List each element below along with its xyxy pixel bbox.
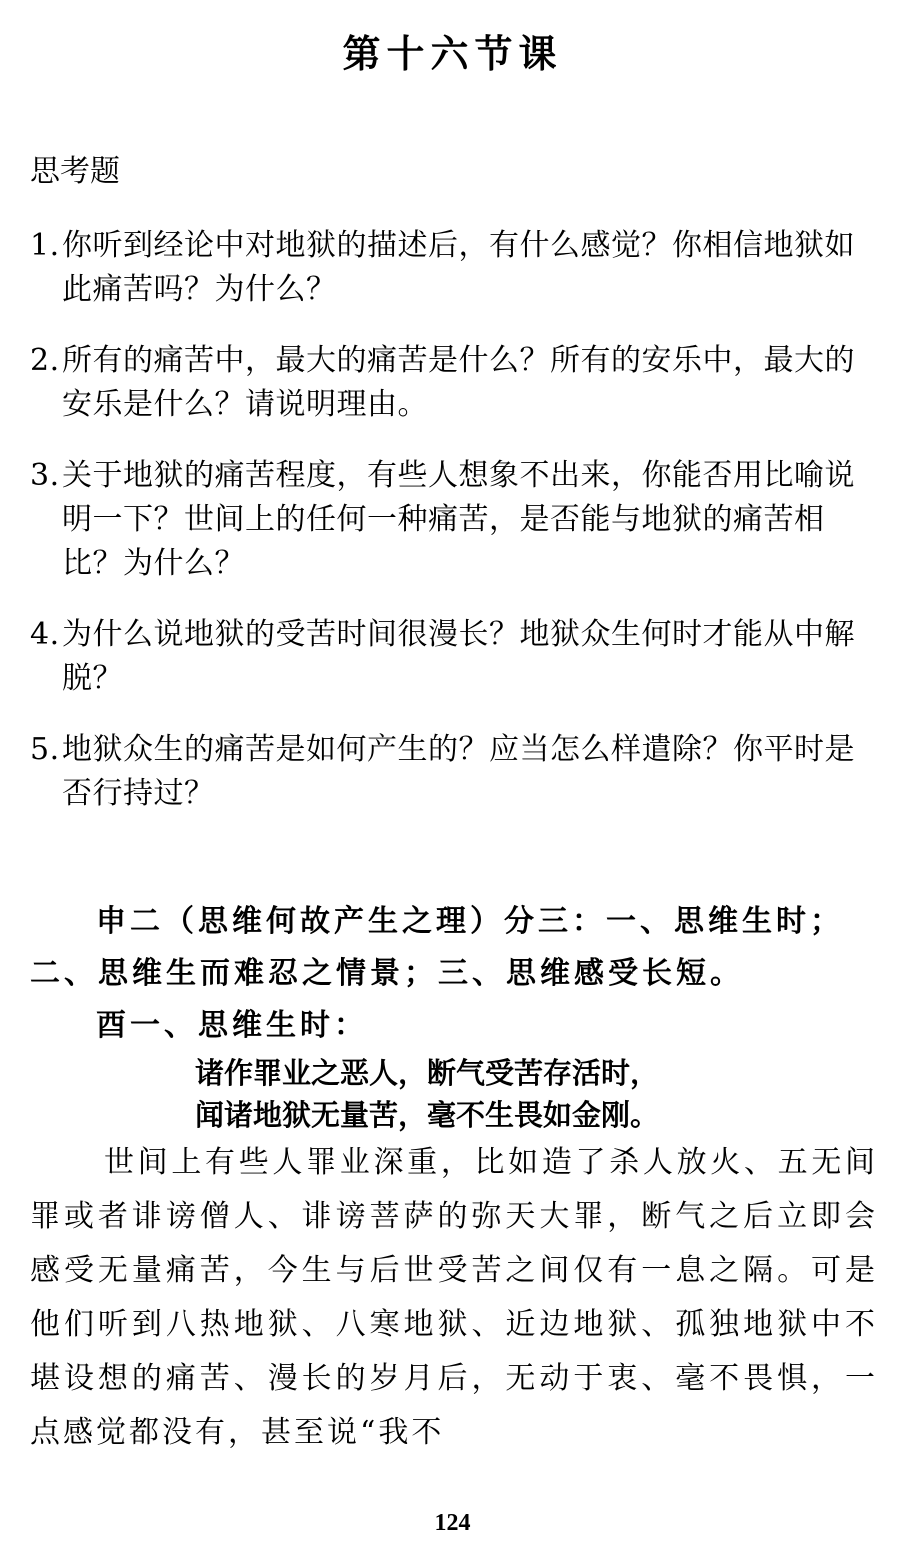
question-text: 所有的痛苦中，最大的痛苦是什么？所有的安乐中，最大的安乐是什么？请说明理由。 [62, 343, 855, 422]
question-text: 你听到经论中对地狱的描述后，有什么感觉？你相信地狱如此痛苦吗？为什么？ [62, 228, 855, 307]
question-number: 2. [30, 343, 60, 378]
section-subheading: 酉一、思维生时： [96, 1008, 368, 1043]
question-item [30, 224, 880, 312]
page-title: 第十六节课 [342, 31, 563, 76]
question-number: 3. [30, 458, 60, 493]
section-heading: 申二（思维何故产生之理）分三：一、思维生时；二、思维生而难忍之情景；三、思维感受长短。 [30, 904, 844, 991]
verse-block [195, 1052, 659, 1136]
page-number: 124 [434, 1510, 471, 1536]
question-item [30, 339, 880, 427]
question-item [30, 454, 880, 586]
question-number: 1. [30, 228, 60, 263]
question-number: 4. [30, 617, 60, 652]
question-text: 为什么说地狱的受苦时间很漫长？地狱众生何时才能从中解脱？ [62, 617, 855, 696]
verse-line: 闻诸地狱无量苦，毫不生畏如金刚。 [195, 1098, 660, 1132]
question-text: 地狱众生的痛苦是如何产生的？应当怎么样遣除？你平时是否行持过？ [62, 732, 855, 811]
verse-line: 诸作罪业之恶人，断气受苦存活时， [195, 1056, 660, 1090]
question-item [30, 613, 880, 701]
question-number: 5. [30, 732, 60, 767]
body-paragraph: 世间上有些人罪业深重，比如造了杀人放火、五无间罪或者诽谤僧人、诽谤菩萨的弥天大罪，断气之后立即会感受无量痛苦，今生与后世受苦之间仅有一息之隔。可是他们听到八热地狱、八寒地狱、近边地狱、孤独地狱中不堪设想的痛苦、漫长的岁月后，无动于衷、毫不畏惧，一点感觉都没有，甚至说“我不 [30, 1145, 878, 1450]
question-item [30, 728, 880, 816]
question-text: 关于地狱的痛苦程度，有些人想象不出来，你能否用比喻说明一下？世间上的任何一种痛苦，是否能与地狱的痛苦相比？为什么？ [62, 458, 855, 581]
question-list [30, 224, 880, 843]
questions-label: 思考题 [30, 154, 120, 189]
